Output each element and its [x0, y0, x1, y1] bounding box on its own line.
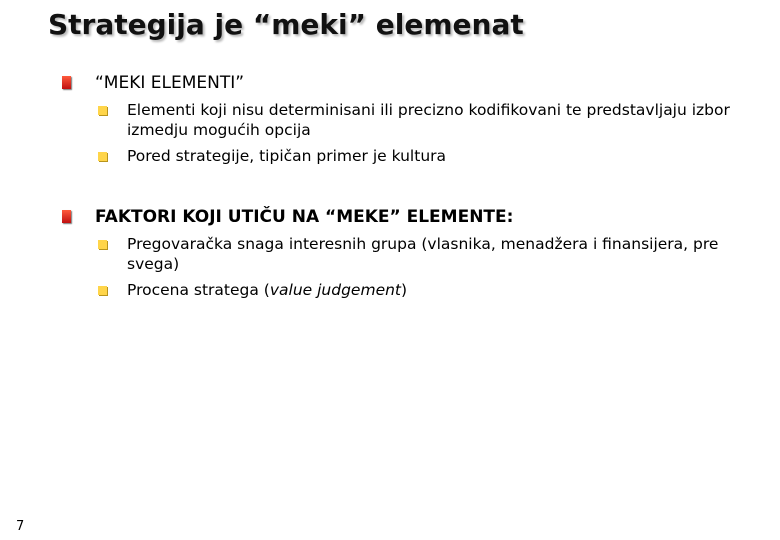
red-square-bullet-icon	[62, 76, 71, 89]
yellow-square-bullet-icon	[98, 240, 107, 249]
bullet-list	[62, 234, 739, 300]
text-suffix: )	[401, 281, 408, 299]
section-faktori	[62, 206, 739, 306]
italic-term: value judgement	[269, 281, 402, 299]
list-item-text	[127, 281, 407, 299]
slide-title: Strategija je “meki” elemenat	[48, 8, 524, 41]
list-item	[62, 146, 739, 166]
yellow-square-bullet-icon	[98, 152, 107, 161]
list-item	[62, 100, 739, 140]
section-heading-text: “MEKI ELEMENTI”	[95, 73, 245, 93]
list-item-text: Pored strategije, tipičan primer je kultura	[127, 147, 447, 165]
yellow-square-bullet-icon	[98, 286, 107, 295]
page-number: 7	[16, 519, 25, 534]
section-heading	[62, 72, 739, 94]
section-heading-text: FAKTORI KOJI UTIČU NA “MEKE” ELEMENTE:	[95, 207, 514, 227]
list-item	[62, 280, 739, 300]
section-meki-elementi	[62, 72, 739, 172]
list-item	[62, 234, 739, 274]
red-square-bullet-icon	[62, 210, 71, 223]
bullet-list	[62, 100, 739, 166]
list-item-text: Pregovaračka snaga interesnih grupa (vlasnika, menadžera i finansijera, pre svega)	[127, 235, 719, 273]
text-prefix: Procena stratega (	[127, 281, 270, 299]
yellow-square-bullet-icon	[98, 106, 107, 115]
section-heading	[62, 206, 739, 228]
list-item-text: Elementi koji nisu determinisani ili precizno kodifikovani te predstavljaju izbor izmedju mogućih opcija	[127, 101, 730, 139]
